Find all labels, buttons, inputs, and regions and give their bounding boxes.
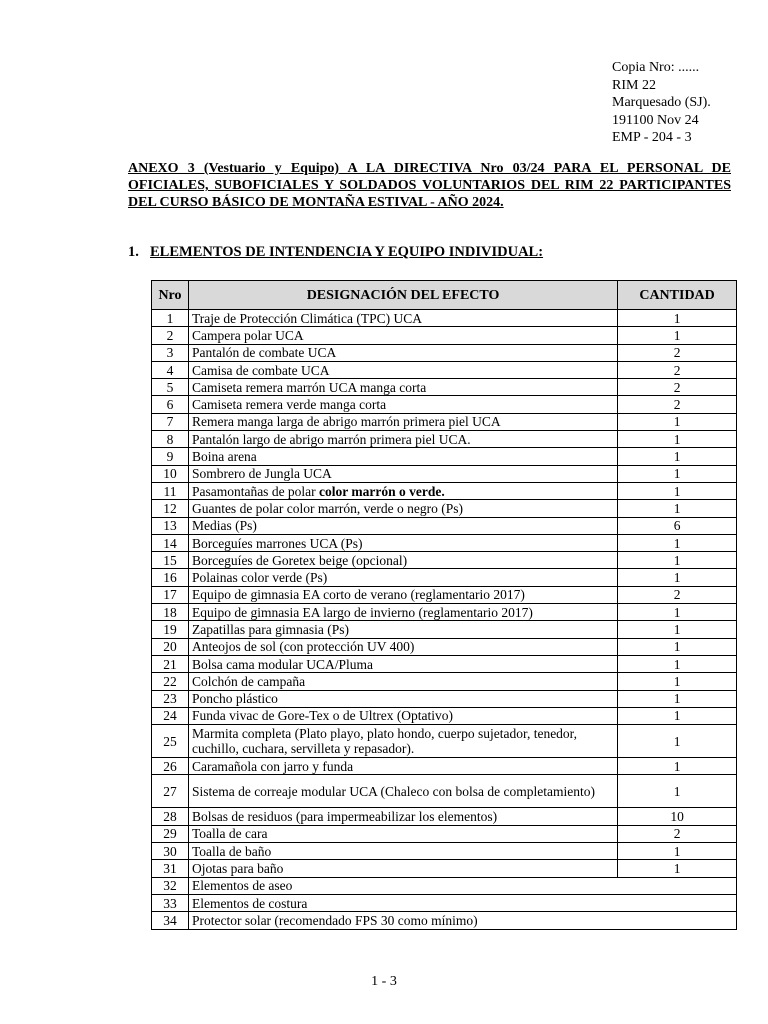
item-designation: Boina arena [188,448,617,465]
table-row [152,912,737,929]
item-designation: Toalla de baño [188,843,617,860]
item-quantity: 1 [618,725,737,758]
table-row [152,707,737,724]
item-designation: Medias (Ps) [188,517,617,534]
item-quantity: 1 [618,843,737,860]
item-designation: Caramañola con jarro y funda [188,758,617,775]
item-quantity: 6 [618,517,737,534]
item-designation: Anteojos de sol (con protección UV 400) [188,638,617,655]
item-designation: Funda vivac de Gore-Tex o de Ultrex (Optativo) [188,707,617,724]
page-number: 1 - 3 [371,974,397,989]
item-quantity: 2 [618,586,737,603]
table-row [152,517,737,534]
item-designation: Ojotas para baño [188,860,617,877]
item-quantity: 1 [618,327,737,344]
row-number: 24 [152,707,189,724]
table-row [152,673,737,690]
section-heading [128,244,543,261]
item-quantity: 1 [618,690,737,707]
item-quantity: 1 [618,482,737,499]
row-number: 32 [152,877,189,894]
item-designation: Campera polar UCA [188,327,617,344]
table-row [152,604,737,621]
row-number: 26 [152,758,189,775]
item-quantity: 1 [618,604,737,621]
item-designation: Polainas color verde (Ps) [188,569,617,586]
table-row [152,621,737,638]
table-row [152,569,737,586]
item-quantity: 1 [618,775,737,808]
item-designation: Camiseta remera marrón UCA manga corta [188,379,617,396]
item-designation: Borceguíes marrones UCA (Ps) [188,534,617,551]
row-number: 6 [152,396,189,413]
item-designation: Sistema de correaje modular UCA (Chaleco con bolsa de completamiento) [188,775,617,808]
table-header-row [152,281,737,310]
row-number: 18 [152,604,189,621]
row-number: 28 [152,808,189,825]
item-designation: Equipo de gimnasia EA corto de verano (reglamentario 2017) [188,586,617,603]
table-row [152,431,737,448]
item-designation [188,482,617,499]
location: Marquesado (SJ). [612,95,711,110]
table-row [152,448,737,465]
item-designation: Camisa de combate UCA [188,361,617,378]
row-number: 29 [152,825,189,842]
item-quantity: 1 [618,310,737,327]
document-reference: EMP - 204 - 3 [612,130,692,145]
row-number: 11 [152,482,189,499]
item-quantity: 1 [618,860,737,877]
item-quantity: 2 [618,361,737,378]
item-designation: Equipo de gimnasia EA largo de invierno (reglamentario 2017) [188,604,617,621]
item-designation: Zapatillas para gimnasia (Ps) [188,621,617,638]
item-quantity: 1 [618,431,737,448]
item-quantity: 1 [618,707,737,724]
table-row [152,860,737,877]
item-designation: Bolsa cama modular UCA/Pluma [188,655,617,672]
item-designation: Borceguíes de Goretex beige (opcional) [188,552,617,569]
row-number: 19 [152,621,189,638]
item-quantity: 1 [618,621,737,638]
table-row [152,586,737,603]
table-row [152,500,737,517]
table-body [152,310,737,930]
item-quantity: 1 [618,673,737,690]
table-row [152,655,737,672]
section-number: 1. [128,244,139,260]
item-designation: Protector solar (recomendado FPS 30 como mínimo) [188,912,736,929]
item-designation: Elementos de costura [188,894,736,911]
unit-name: RIM 22 [612,77,656,93]
section-title: ELEMENTOS DE INTENDENCIA Y EQUIPO INDIVIDUAL: [150,244,544,260]
table-row [152,877,737,894]
item-quantity: 1 [618,655,737,672]
table-row [152,638,737,655]
item-quantity: 1 [618,758,737,775]
row-number: 14 [152,534,189,551]
item-quantity: 2 [618,379,737,396]
item-designation: Colchón de campaña [188,673,617,690]
item-quantity: 10 [618,808,737,825]
item-quantity: 1 [618,638,737,655]
table-row [152,690,737,707]
copy-number: Copia Nro: ...... [612,60,700,75]
row-number: 1 [152,310,189,327]
row-number: 10 [152,465,189,482]
table-row [152,310,737,327]
row-number: 15 [152,552,189,569]
column-header-nro: Nro [152,281,189,310]
row-number: 23 [152,690,189,707]
table-row [152,843,737,860]
item-text: Pasamontañas de polar [191,483,320,499]
equipment-table [151,280,737,930]
row-number: 33 [152,894,189,911]
item-quantity: 1 [618,500,737,517]
item-designation: Traje de Protección Climática (TPC) UCA [188,310,617,327]
column-header-quantity: CANTIDAD [618,281,737,310]
row-number: 22 [152,673,189,690]
row-number: 9 [152,448,189,465]
row-number: 13 [152,517,189,534]
row-number: 16 [152,569,189,586]
row-number: 5 [152,379,189,396]
item-designation: Pantalón de combate UCA [188,344,617,361]
table-row [152,379,737,396]
table-row [152,725,737,758]
row-number: 25 [152,725,189,758]
row-number: 20 [152,638,189,655]
item-quantity: 1 [618,552,737,569]
table-row [152,534,737,551]
table-row [152,465,737,482]
row-number: 17 [152,586,189,603]
row-number: 27 [152,775,189,808]
item-quantity: 1 [618,534,737,551]
row-number: 4 [152,361,189,378]
item-designation: Poncho plástico [188,690,617,707]
item-designation: Toalla de cara [188,825,617,842]
row-number: 7 [152,413,189,430]
item-designation: Guantes de polar color marrón, verde o negro (Ps) [188,500,617,517]
table-row [152,396,737,413]
annex-title: ANEXO 3 (Vestuario y Equipo) A LA DIRECTIVA Nro 03/24 PARA EL PERSONAL DE OFICIALES, SUBOFICIALES Y SOLDADOS VOLUNTARIOS DEL RIM 22 PARTICIPANTES DEL CURSO BÁSICO DE MONTAÑA ESTIVAL - AÑO 2024. [128,161,731,210]
item-quantity: 2 [618,344,737,361]
table-row [152,808,737,825]
item-quantity: 1 [618,465,737,482]
item-quantity: 1 [618,413,737,430]
row-number: 31 [152,860,189,877]
item-designation: Sombrero de Jungla UCA [188,465,617,482]
row-number: 8 [152,431,189,448]
table-row [152,825,737,842]
table-row [152,758,737,775]
item-designation: Elementos de aseo [188,877,736,894]
item-designation: Pantalón largo de abrigo marrón primera piel UCA. [188,431,617,448]
table-row [152,482,737,499]
row-number: 21 [152,655,189,672]
table-row [152,327,737,344]
item-quantity: 1 [618,569,737,586]
table-row [152,413,737,430]
row-number: 12 [152,500,189,517]
row-number: 3 [152,344,189,361]
table-row [152,775,737,808]
item-designation: Bolsas de residuos (para impermeabilizar los elementos) [188,808,617,825]
item-designation: Marmita completa (Plato playo, plato hondo, cuerpo sujetador, tenedor, cuchillo, cuchara, servilleta y repasador). [188,725,617,758]
table-row [152,344,737,361]
table-row [152,552,737,569]
item-designation: Camiseta remera verde manga corta [188,396,617,413]
row-number: 2 [152,327,189,344]
item-emphasis: color marrón o verde. [319,483,445,499]
item-quantity: 1 [618,448,737,465]
item-quantity: 2 [618,825,737,842]
row-number: 30 [152,843,189,860]
table-row [152,894,737,911]
item-designation: Remera manga larga de abrigo marrón primera piel UCA [188,413,617,430]
item-quantity: 2 [618,396,737,413]
row-number: 34 [152,912,189,929]
document-header [612,59,711,147]
date-time-group: 191100 Nov 24 [612,112,699,128]
table-row [152,361,737,378]
column-header-designation: DESIGNACIÓN DEL EFECTO [188,281,617,310]
